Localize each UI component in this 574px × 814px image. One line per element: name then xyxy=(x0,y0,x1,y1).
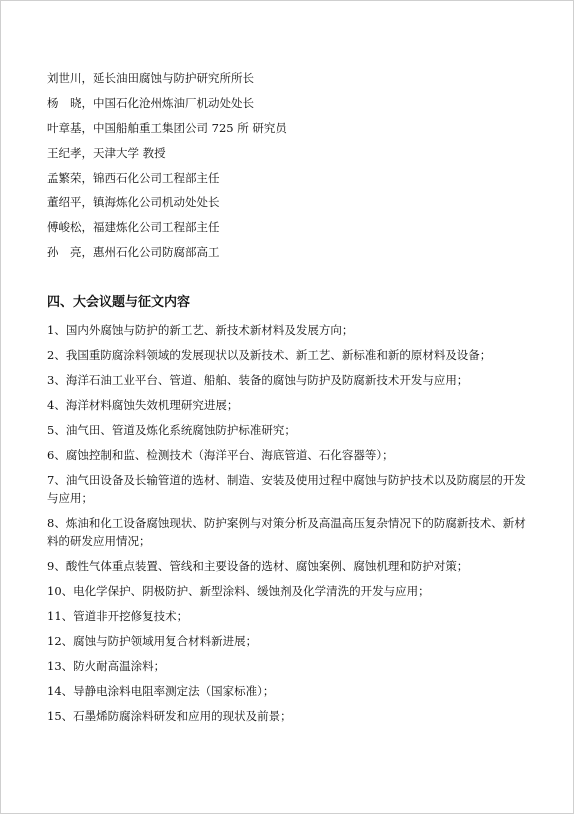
topic-item: 14、导静电涂料电阻率测定法（国家标准）； xyxy=(47,684,275,698)
topic-item: 4、海洋材料腐蚀失效机理研究进展； xyxy=(47,398,239,412)
topic-item: 3、海洋石油工业平台、管道、船舶、装备的腐蚀与防护及防腐新技术开发与应用； xyxy=(47,373,469,387)
section-heading: 四、大会议题与征文内容 xyxy=(47,295,191,310)
member-line: 孙 亮，惠州石化公司防腐部高工 xyxy=(47,245,220,260)
member-line: 刘世川，延长油田腐蚀与防护研究所所长 xyxy=(47,71,254,85)
topic-item: 11、管道非开挖修复技术； xyxy=(47,609,189,623)
topic-item: 7、油气田设备及长输管道的选材、制造、安装及使用过程中腐蚀与防护技术以及防腐层的开发与应用； xyxy=(47,473,526,505)
topic-item: 5、油气田、管道及炼化系统腐蚀防护标准研究； xyxy=(47,423,296,437)
member-line: 董绍平，镇海炼化公司机动处处长 xyxy=(47,195,220,210)
topic-list xyxy=(47,321,533,732)
topic-item: 9、酸性气体重点装置、管线和主要设备的选材、腐蚀案例、腐蚀机理和防护对策； xyxy=(47,559,469,573)
topic-item: 1、国内外腐蚀与防护的新工艺、新技术新材料及发展方向； xyxy=(47,323,354,337)
topic-item: 8、炼油和化工设备腐蚀现状、防护案例与对策分析及高温高压复杂情况下的防腐新技术、新材料的研发应用情况； xyxy=(47,516,526,548)
topic-item: 10、电化学保护、阴极防护、新型涂料、缓蚀剂及化学清洗的开发与应用； xyxy=(47,584,430,598)
member-line: 杨 晓，中国石化沧州炼油厂机动处处长 xyxy=(47,95,254,110)
topic-item: 2、我国重防腐涂料领域的发展现状以及新技术、新工艺、新标准和新的原材料及设备； xyxy=(47,348,492,362)
member-line: 叶章基，中国船舶重工集团公司 725 所 研究员 xyxy=(47,120,287,135)
topic-item: 6、腐蚀控制和监、检测技术（海洋平台、海底管道、石化容器等）； xyxy=(47,448,394,462)
member-line: 傅峻松，福建炼化公司工程部主任 xyxy=(47,220,220,235)
member-line: 孟繁荣，锦西石化公司工程部主任 xyxy=(47,170,220,185)
committee-member-list xyxy=(47,71,547,270)
topic-item: 12、腐蚀与防护领域用复合材料新进展； xyxy=(47,634,258,648)
member-line: 王纪孝，天津大学 教授 xyxy=(47,145,166,160)
topic-item: 13、防火耐高温涂料； xyxy=(47,659,166,673)
topic-item: 15、石墨烯防腐涂料研发和应用的现状及前景； xyxy=(47,709,292,723)
